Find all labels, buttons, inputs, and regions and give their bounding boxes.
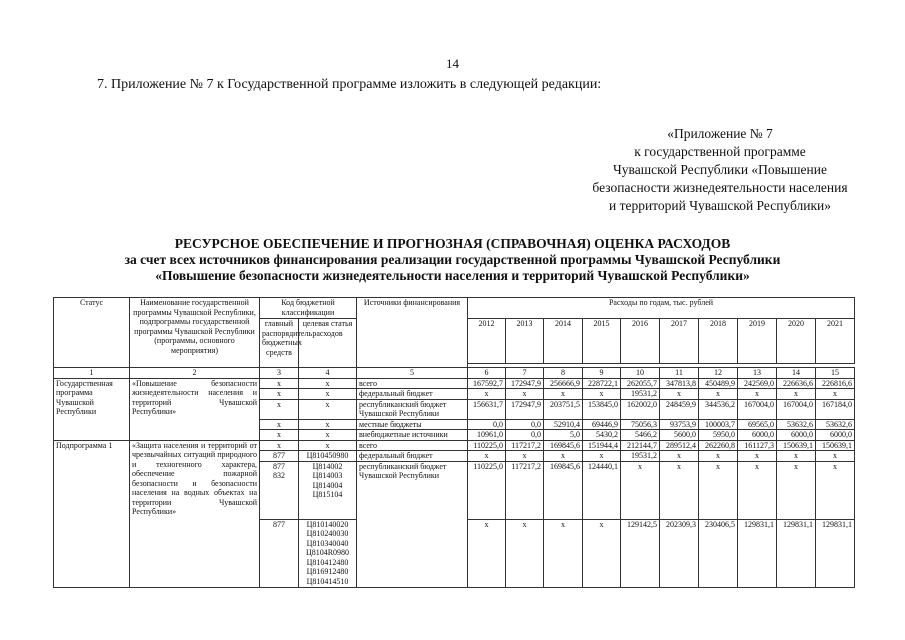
value-cell: 75056,3	[621, 419, 660, 430]
csr-cell: x	[299, 430, 357, 441]
value-cell: 242569,0	[738, 378, 777, 389]
value-cell: 167004,0	[738, 399, 777, 419]
value-cell: x	[816, 451, 855, 462]
value-cell: 256666,9	[544, 378, 583, 389]
value-cell: x	[738, 451, 777, 462]
title-line: за счет всех источников финансирования реализации государственной программы Чувашской Республики	[124, 252, 781, 267]
value-cell: x	[544, 519, 583, 587]
header-sources: Источники финансирования	[357, 298, 468, 368]
value-cell: x	[621, 461, 660, 519]
value-cell: 347813,8	[660, 378, 699, 389]
header-year: 2012	[468, 319, 506, 364]
col-number: 6	[468, 368, 506, 379]
csr-cell: x	[299, 399, 357, 419]
col-number: 12	[699, 368, 738, 379]
value-cell: 5600,0	[660, 430, 699, 441]
value-cell: 19531,2	[621, 451, 660, 462]
value-cell: 52910,4	[544, 419, 583, 430]
header-year: 2014	[544, 319, 583, 364]
value-cell: 150639,1	[777, 440, 816, 451]
document-title	[0, 236, 905, 284]
appendix-heading	[560, 125, 880, 215]
value-cell: 169845,6	[544, 440, 583, 451]
header-year: 2020	[777, 319, 816, 364]
value-cell: 0,0	[468, 419, 506, 430]
header-status: Статус	[54, 298, 130, 368]
subprogram-name: «Защита населения и территорий от чрезвычайных ситуаций природного и техногенного характера, обеспечение пожарной безопасности и безопасности населения на водных объектах на территории Чувашской Республики»	[130, 440, 260, 587]
title-line: РЕСУРСНОЕ ОБЕСПЕЧЕНИЕ И ПРОГНОЗНАЯ (СПРАВОЧНАЯ) ОЦЕНКА РАСХОДОВ	[174, 236, 731, 251]
appendix-line: «Приложение № 7	[667, 126, 773, 141]
col-number: 8	[544, 368, 583, 379]
title-line: «Повышение безопасности жизнедеятельности населения и территорий Чувашской Республики»	[155, 268, 750, 283]
value-cell: x	[468, 389, 506, 400]
header-year: 2018	[699, 319, 738, 364]
header-grbs: главный распорядитель бюджетных средств	[260, 319, 299, 368]
csr-cell: x	[299, 378, 357, 389]
value-cell: 129831,1	[738, 519, 777, 587]
grbs-cell: x	[260, 399, 299, 419]
value-cell: 167004,0	[777, 399, 816, 419]
grbs-cell: x	[260, 389, 299, 400]
source-cell: республиканский бюджет Чувашской Республики	[357, 461, 468, 587]
value-cell: 5466,2	[621, 430, 660, 441]
col-number: 11	[660, 368, 699, 379]
value-cell: 129831,1	[777, 519, 816, 587]
value-cell: 110225,0	[468, 440, 506, 451]
value-cell: x	[583, 519, 621, 587]
value-cell: x	[583, 451, 621, 462]
value-cell: 161127,3	[738, 440, 777, 451]
value-cell: x	[544, 389, 583, 400]
value-cell: 5430,2	[583, 430, 621, 441]
value-cell: 124440,1	[583, 461, 621, 519]
grbs-cell: x	[260, 419, 299, 430]
header-year: 2017	[660, 319, 699, 364]
value-cell: 226816,6	[816, 378, 855, 389]
value-cell: 10961,0	[468, 430, 506, 441]
value-cell: x	[738, 461, 777, 519]
value-cell: 6000,0	[777, 430, 816, 441]
csr-cell: x	[299, 440, 357, 451]
value-cell: 19531,2	[621, 389, 660, 400]
value-cell: 153845,0	[583, 399, 621, 419]
value-cell: 230406,5	[699, 519, 738, 587]
col-number: 9	[583, 368, 621, 379]
subprogram-status: Подпрограмма 1	[54, 440, 130, 587]
value-cell: 172947,9	[506, 399, 544, 419]
value-cell: 53632,6	[816, 419, 855, 430]
source-cell: местные бюджеты	[357, 419, 468, 430]
value-cell: 6000,0	[816, 430, 855, 441]
value-cell: x	[777, 461, 816, 519]
grbs-cell: x	[260, 378, 299, 389]
value-cell: 228722,1	[583, 378, 621, 389]
value-cell: 212144,7	[621, 440, 660, 451]
source-cell: федеральный бюджет	[357, 451, 468, 462]
col-number: 15	[816, 368, 855, 379]
value-cell: x	[699, 389, 738, 400]
value-cell: 129142,5	[621, 519, 660, 587]
value-cell: 5950,0	[699, 430, 738, 441]
value-cell: x	[583, 389, 621, 400]
appendix-line: безопасности жизнедеятельности населения	[592, 180, 848, 195]
value-cell: 226636,6	[777, 378, 816, 389]
value-cell: 162002,0	[621, 399, 660, 419]
value-cell: 167592,7	[468, 378, 506, 389]
header-year: 2013	[506, 319, 544, 364]
value-cell: 5,0	[544, 430, 583, 441]
program-name: «Повышение безопасности жизнедеятельности населения и территорий Чувашской Республики»	[130, 378, 260, 440]
value-cell: 202309,3	[660, 519, 699, 587]
source-cell: всего	[357, 440, 468, 451]
value-cell: 167184,0	[816, 399, 855, 419]
value-cell: 169845,6	[544, 461, 583, 519]
value-cell: x	[699, 451, 738, 462]
value-cell: 117217,2	[506, 461, 544, 519]
table-row	[54, 440, 855, 451]
value-cell: 93753,9	[660, 419, 699, 430]
value-cell: 117217,2	[506, 440, 544, 451]
header-csr: целевая статья расходов	[299, 319, 357, 368]
value-cell: 100003,7	[699, 419, 738, 430]
value-cell: x	[816, 389, 855, 400]
grbs-cell: x	[260, 430, 299, 441]
col-number: 7	[506, 368, 544, 379]
source-cell: федеральный бюджет	[357, 389, 468, 400]
header-expenses: Расходы по годам, тыс. рублей	[468, 298, 855, 319]
value-cell: x	[544, 451, 583, 462]
col-number: 1	[54, 368, 130, 379]
col-number: 10	[621, 368, 660, 379]
csr-cell: x	[299, 419, 357, 430]
value-cell: 248459,9	[660, 399, 699, 419]
value-cell: x	[506, 389, 544, 400]
value-cell: 289512,4	[660, 440, 699, 451]
col-number: 4	[299, 368, 357, 379]
value-cell: 69565,0	[738, 419, 777, 430]
value-cell: 0,0	[506, 419, 544, 430]
value-cell: x	[777, 451, 816, 462]
value-cell: 156631,7	[468, 399, 506, 419]
value-cell: x	[506, 519, 544, 587]
header-year: 2019	[738, 319, 777, 364]
value-cell: x	[816, 461, 855, 519]
grbs-cell: 877	[260, 451, 299, 462]
header-name: Наименование государственной программы Чувашской Республики, подпрограммы государственной программы Чувашской Республики (программы, основного мероприятия)	[130, 298, 260, 368]
csr-cell: x	[299, 389, 357, 400]
header-code: Код бюджетной классификации	[260, 298, 357, 319]
resource-table	[53, 297, 855, 588]
header-year: 2015	[583, 319, 621, 364]
source-cell: всего	[357, 378, 468, 389]
value-cell: 110225,0	[468, 461, 506, 519]
value-cell: 53632,6	[777, 419, 816, 430]
grbs-cell: 877	[260, 519, 299, 587]
value-cell: 262055,7	[621, 378, 660, 389]
csr-cell: Ц810450980	[299, 451, 357, 462]
value-cell: x	[468, 519, 506, 587]
value-cell: x	[506, 451, 544, 462]
program-status: Государственная программа Чувашской Республики	[54, 378, 130, 440]
appendix-line: и территорий Чувашской Республики»	[608, 198, 832, 213]
page-number: 14	[446, 56, 459, 71]
value-cell: 203751,5	[544, 399, 583, 419]
csr-cell: Ц810140020 Ц810240030 Ц810340040 Ц8104R0980 Ц810412480 Ц816912480 Ц810414510	[299, 519, 357, 587]
col-number: 3	[260, 368, 299, 379]
value-cell: 6000,0	[738, 430, 777, 441]
col-number: 14	[777, 368, 816, 379]
value-cell: x	[738, 389, 777, 400]
value-cell: x	[468, 451, 506, 462]
intro-paragraph: 7. Приложение № 7 к Государственной программе изложить в следующей редакции:	[97, 77, 602, 92]
value-cell: x	[660, 461, 699, 519]
value-cell: 450489,9	[699, 378, 738, 389]
value-cell: 151944,4	[583, 440, 621, 451]
source-cell: республиканский бюджет Чувашской Республики	[357, 399, 468, 419]
grbs-cell: 877 832	[260, 461, 299, 519]
source-cell: внебюджетные источники	[357, 430, 468, 441]
value-cell: x	[660, 389, 699, 400]
col-number: 13	[738, 368, 777, 379]
csr-cell: Ц814002 Ц814003 Ц814004 Ц815104	[299, 461, 357, 519]
value-cell: 172947,9	[506, 378, 544, 389]
col-number: 2	[130, 368, 260, 379]
value-cell: 0,0	[506, 430, 544, 441]
value-cell: 262260,8	[699, 440, 738, 451]
col-number: 5	[357, 368, 468, 379]
header-year: 2021	[816, 319, 855, 364]
value-cell: x	[777, 389, 816, 400]
value-cell: x	[660, 451, 699, 462]
appendix-line: Чувашской Республики «Повышение	[613, 162, 827, 177]
header-year: 2016	[621, 319, 660, 364]
value-cell: 69446,9	[583, 419, 621, 430]
grbs-cell: x	[260, 440, 299, 451]
value-cell: 129831,1	[816, 519, 855, 587]
table-row	[54, 378, 855, 389]
appendix-line: к государственной программе	[634, 144, 806, 159]
value-cell: x	[699, 461, 738, 519]
value-cell: 344536,2	[699, 399, 738, 419]
value-cell: 150639,1	[816, 440, 855, 451]
